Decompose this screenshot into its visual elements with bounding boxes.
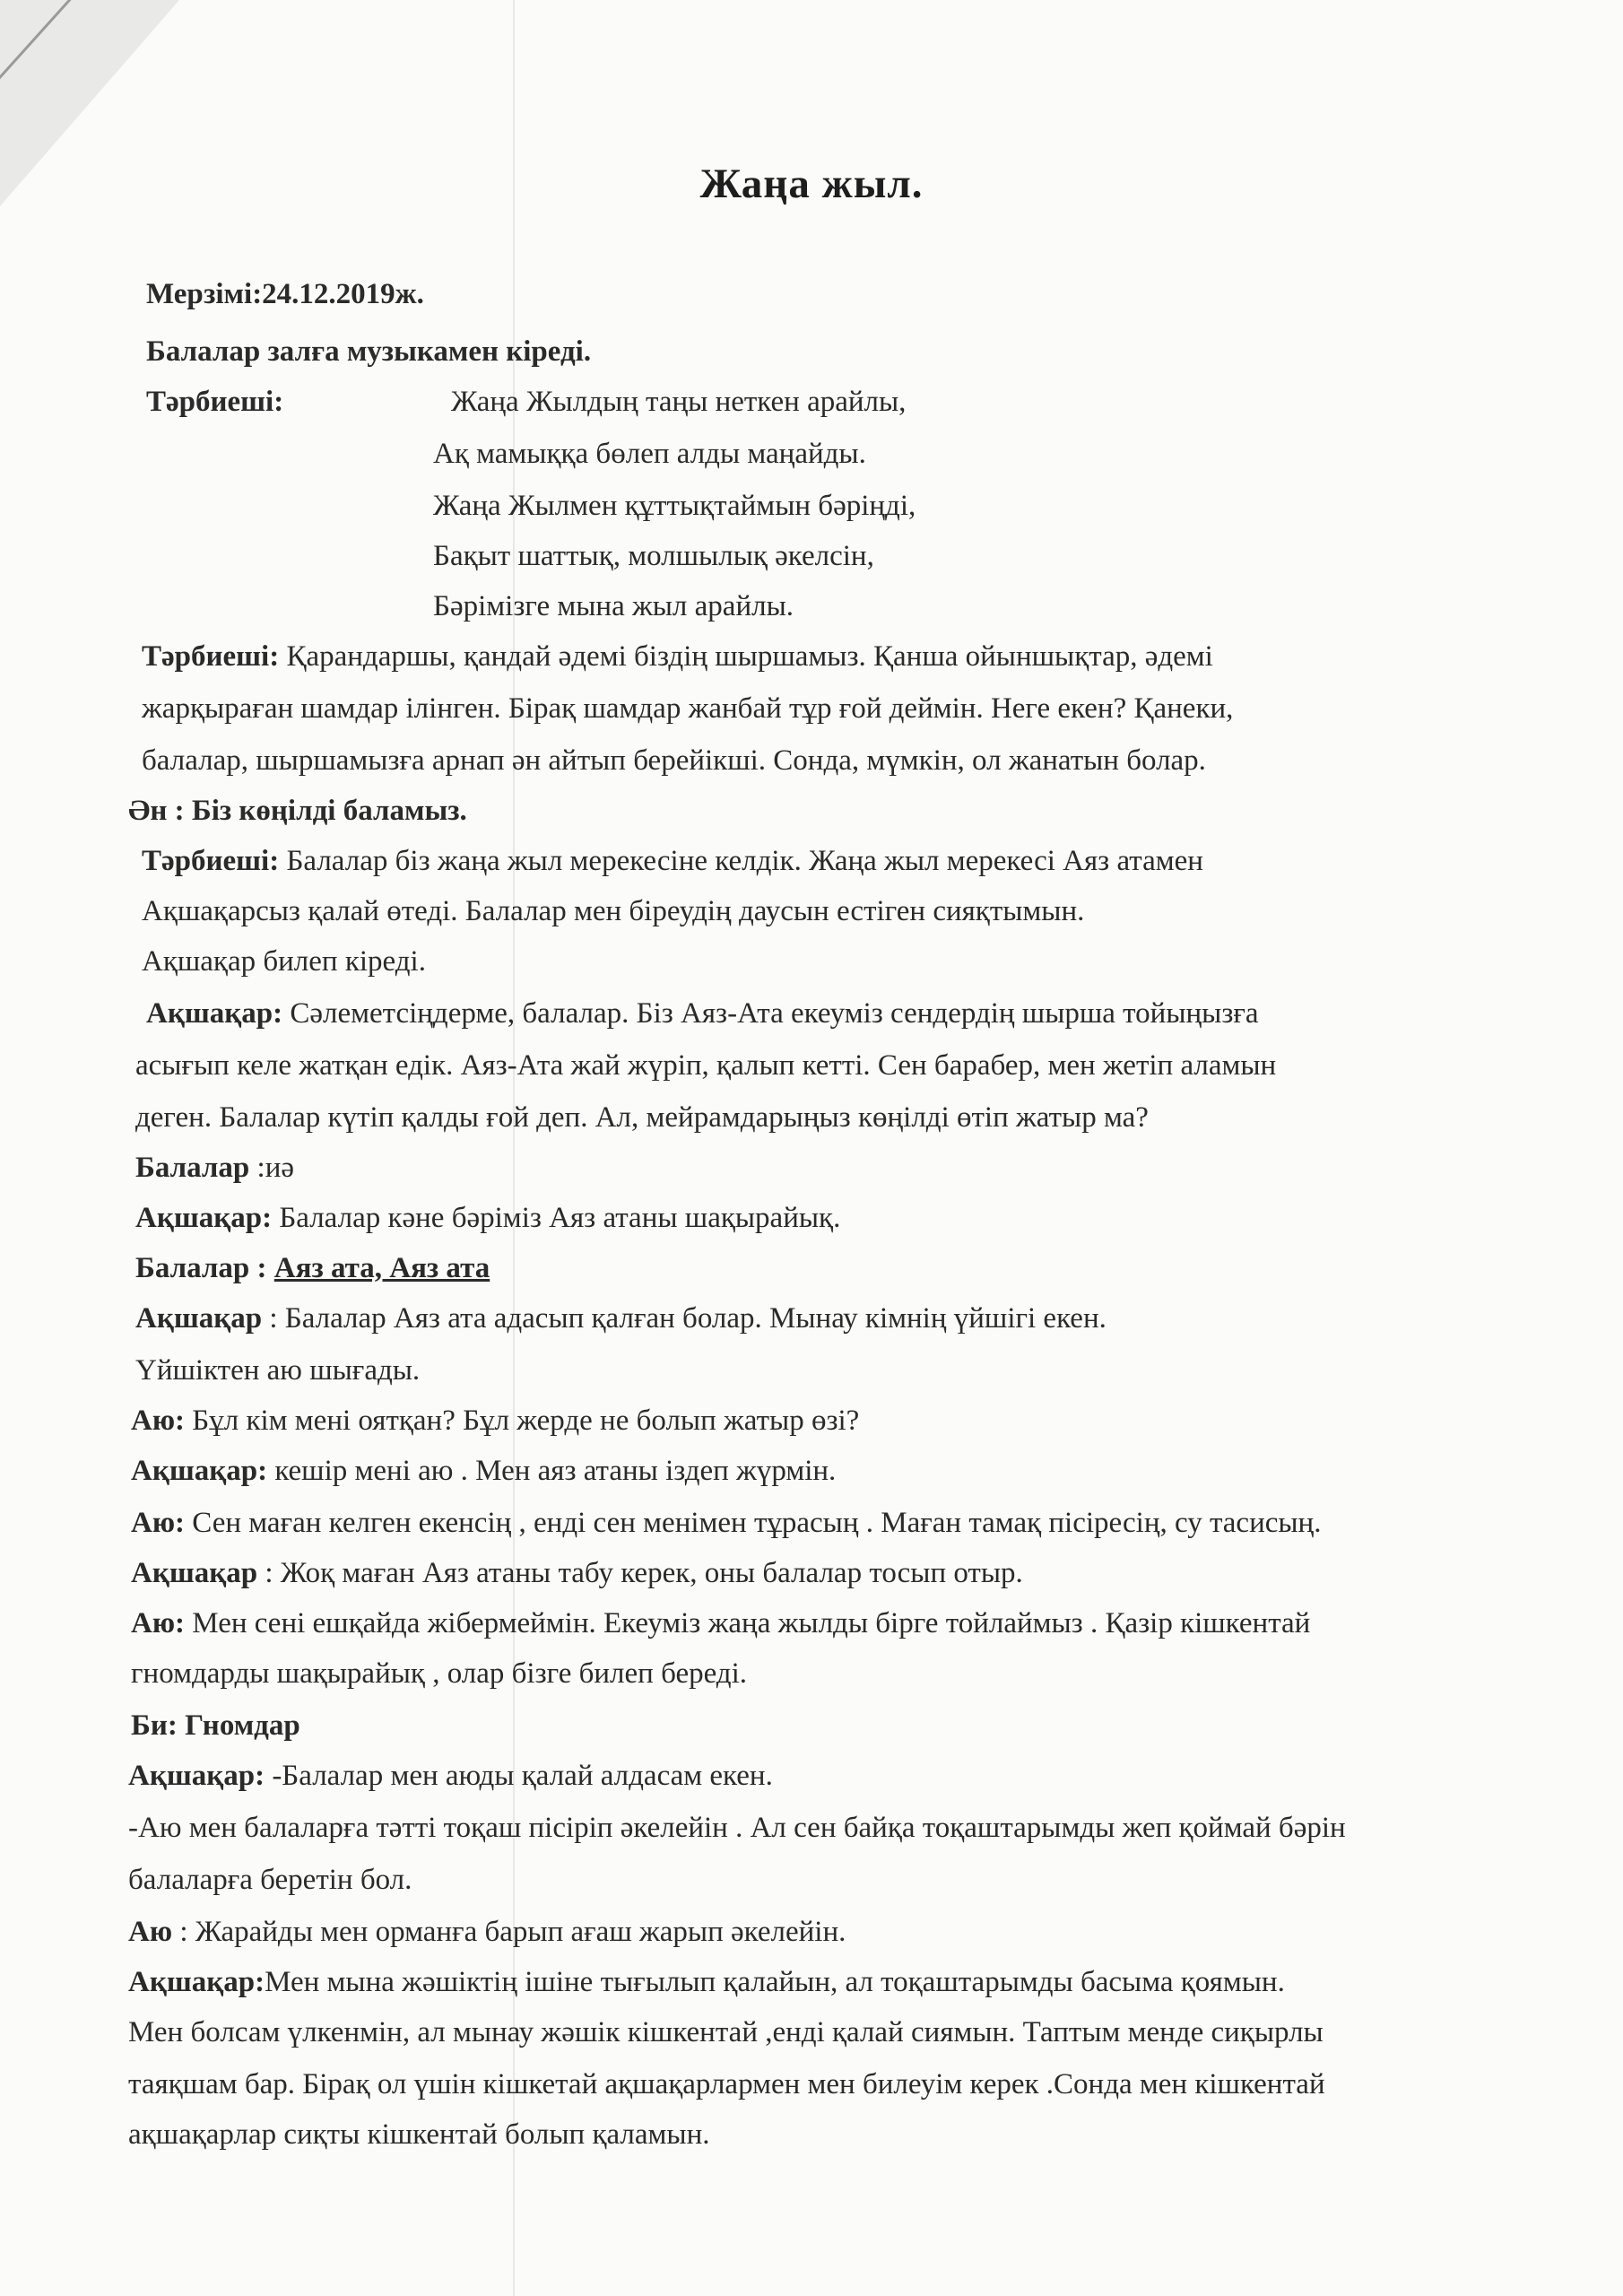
dialogue-line [135, 1150, 294, 1186]
dialogue-line [135, 1048, 1276, 1083]
dialogue-text: жарқыраған шамдар ілінген. Бірақ шамдар жанбай тұр ғой деймін. Неге екен? Қанеки, [142, 692, 1234, 725]
dialogue-line [128, 1914, 846, 1950]
dialogue-line [135, 1352, 420, 1388]
speaker-label: Ақшақар: [146, 997, 283, 1030]
date-line: Мерзімі:24.12.2019ж. [146, 278, 424, 310]
dialogue-text: ақшақарлар сиқты кішкентай болып қаламын. [128, 2118, 710, 2151]
dialogue-text: гномдарды шақырайық , олар бізге билеп береді. [131, 1657, 748, 1690]
dialogue-line [131, 1403, 859, 1439]
dialogue-line [135, 1250, 490, 1286]
dialogue-text: : Жоқ маған Аяз атаны табу керек, оны балалар тосып отыр. [257, 1557, 1023, 1589]
speaker-label: Ақшақар: [131, 1455, 268, 1487]
dialogue-line [142, 639, 1213, 674]
dialogue-text: балалар, шыршамызға арнап ән айтып берейікші. Сонда, мүмкін, ол жанатын болар. [142, 744, 1206, 777]
dialogue-text: асығып келе жатқан едік. Аяз-Ата жай жүріп, қалып кетті. Сен барабер, мен жетіп аламын [135, 1049, 1277, 1082]
dialogue-line [131, 1656, 747, 1692]
speaker-label: Ән : Біз көңілді баламыз. [128, 795, 467, 827]
dialogue-line [142, 843, 1203, 879]
dialogue-line [128, 793, 467, 829]
dialogue-line [135, 1200, 840, 1236]
dialogue-line [142, 893, 1084, 929]
dialogue-text: деген. Балалар күтіп қалды ғой деп. Ал, мейрамдарыңыз көңілді өтіп жатыр ма? [135, 1101, 1149, 1134]
dialogue-line [131, 1555, 1023, 1591]
dialogue-line [142, 691, 1233, 726]
speaker-label: Ақшақар: [135, 1202, 273, 1234]
poem-line: Бақыт шаттық, молшылық әкелсін, [433, 540, 874, 572]
dialogue-text: Ақшақарсыз қалай өтеді. Балалар мен біреудің даусын естіген сияқтымын. [142, 895, 1085, 927]
dialogue-line [128, 2014, 1324, 2050]
speaker-label: Ақшақар: [128, 1966, 265, 1998]
intro-line: Балалар залға музыкамен кіреді. [146, 335, 592, 368]
dialogue-text: Сәлеметсіңдерме, балалар. Біз Аяз-Ата екеуміз сендердің шырша тойыңызға [282, 997, 1259, 1030]
poem-line: Ақ мамыққа бөлеп алды маңайды. [433, 438, 866, 470]
dialogue-text: кешір мені аю . Мен аяз атаны іздеп жүрмін. [267, 1455, 837, 1487]
dialogue-text: балаларға беретін бол. [128, 1864, 412, 1896]
dialogue-text: Аяз ата, Аяз ата [273, 1252, 490, 1284]
dialogue-line [131, 1605, 1310, 1641]
dialogue-line [131, 1708, 300, 1744]
speaker-label: Аю [128, 1916, 173, 1948]
poem-line: Жаңа Жылмен құттықтаймын бәріңді, [433, 490, 916, 522]
dialogue-text: Балалар біз жаңа жыл мерекесіне келдік. Жаңа жыл мерекесі Аяз атамен [279, 845, 1203, 877]
speaker-label: Би: Гномдар [131, 1709, 300, 1742]
dialogue-text: : Жарайды мен орманға барып ағаш жарып әкелейін. [172, 1916, 846, 1948]
speaker-label: Ақшақар [135, 1302, 263, 1335]
speaker-label: Ақшақар [131, 1557, 258, 1589]
speaker-label: Балалар [135, 1152, 250, 1184]
speaker-label: Ақшақар: [128, 1760, 265, 1792]
dialogue-text: : Балалар Аяз ата адасып қалған болар. Мынау кімнің үйшігі екен. [262, 1302, 1107, 1335]
speaker-label: Аю: [131, 1507, 186, 1539]
speaker-label: Аю: [131, 1405, 186, 1437]
dialogue-text: Ақшақар билеп кіреді. [142, 945, 426, 978]
dialogue-line [128, 2066, 1325, 2102]
dialogue-text: Қарандаршы, қандай әдемі біздің шыршамыз. Қанша ойыншықтар, әдемі [279, 640, 1213, 673]
poem-speaker: Тәрбиеші: [146, 386, 284, 418]
dialogue-line [135, 1100, 1149, 1135]
dialogue-line [131, 1505, 1321, 1541]
dialogue-line [128, 1758, 773, 1794]
speaker-label: Тәрбиеші: [142, 845, 280, 877]
dialogue-text: :иә [249, 1152, 295, 1184]
dialogue-text: -Аю мен балаларға тәтті тоқаш пісіріп әкелейін . Ал сен байқа тоқаштарымды жеп қоймай бәрін [128, 1812, 1346, 1844]
dialogue-text: Сен маған келген екенсің , енді сен менімен тұрасың . Маған тамақ пісіресің, су тасисың. [185, 1507, 1322, 1539]
dialogue-text: -Балалар мен аюды қалай алдасам екен. [265, 1760, 773, 1792]
poem-line: Жаңа Жылдың таңы неткен арайлы, [451, 386, 907, 418]
dialogue-line [135, 1300, 1107, 1336]
dialogue-line [128, 2117, 710, 2152]
dialogue-line [128, 1862, 412, 1898]
dialogue-line [142, 944, 426, 979]
speaker-label: Тәрбиеші: [142, 640, 280, 673]
dialogue-line [146, 996, 1259, 1031]
dialogue-text: Үйшіктен аю шығады. [135, 1354, 421, 1387]
dialogue-text: таяқшам бар. Бірақ ол үшін кішкетай ақшақарлармен мен билеуім керек .Сонда мен кішкентай [128, 2068, 1325, 2100]
document-title: Жаңа жыл. [699, 161, 924, 207]
dialogue-line [142, 743, 1206, 778]
dialogue-text: Мен мына жәшіктің ішіне тығылып қалайын, ал тоқаштарымды басыма қоямын. [265, 1966, 1285, 1998]
speaker-label: Балалар : [135, 1252, 274, 1284]
dialogue-line [128, 1964, 1285, 2000]
dialogue-text: Балалар кәне бәріміз Аяз атаны шақырайық. [272, 1202, 841, 1234]
dialogue-line [128, 1810, 1346, 1846]
dialogue-text: Бұл кім мені оятқан? Бұл жерде не болып жатыр өзі? [185, 1405, 860, 1437]
speaker-label: Аю: [131, 1607, 186, 1639]
poem-line: Бәрімізге мына жыл арайлы. [433, 590, 794, 622]
dialogue-line [131, 1453, 836, 1489]
dialogue-text: Мен сені ешқайда жібермеймін. Екеуміз жаңа жылды бірге тойлаймыз . Қазір кішкентай [185, 1607, 1311, 1639]
dialogue-text: Мен болсам үлкенмін, ал мынау жәшік кішкентай ,енді қалай сиямын. Таптым менде сиқырлы [128, 2016, 1324, 2048]
